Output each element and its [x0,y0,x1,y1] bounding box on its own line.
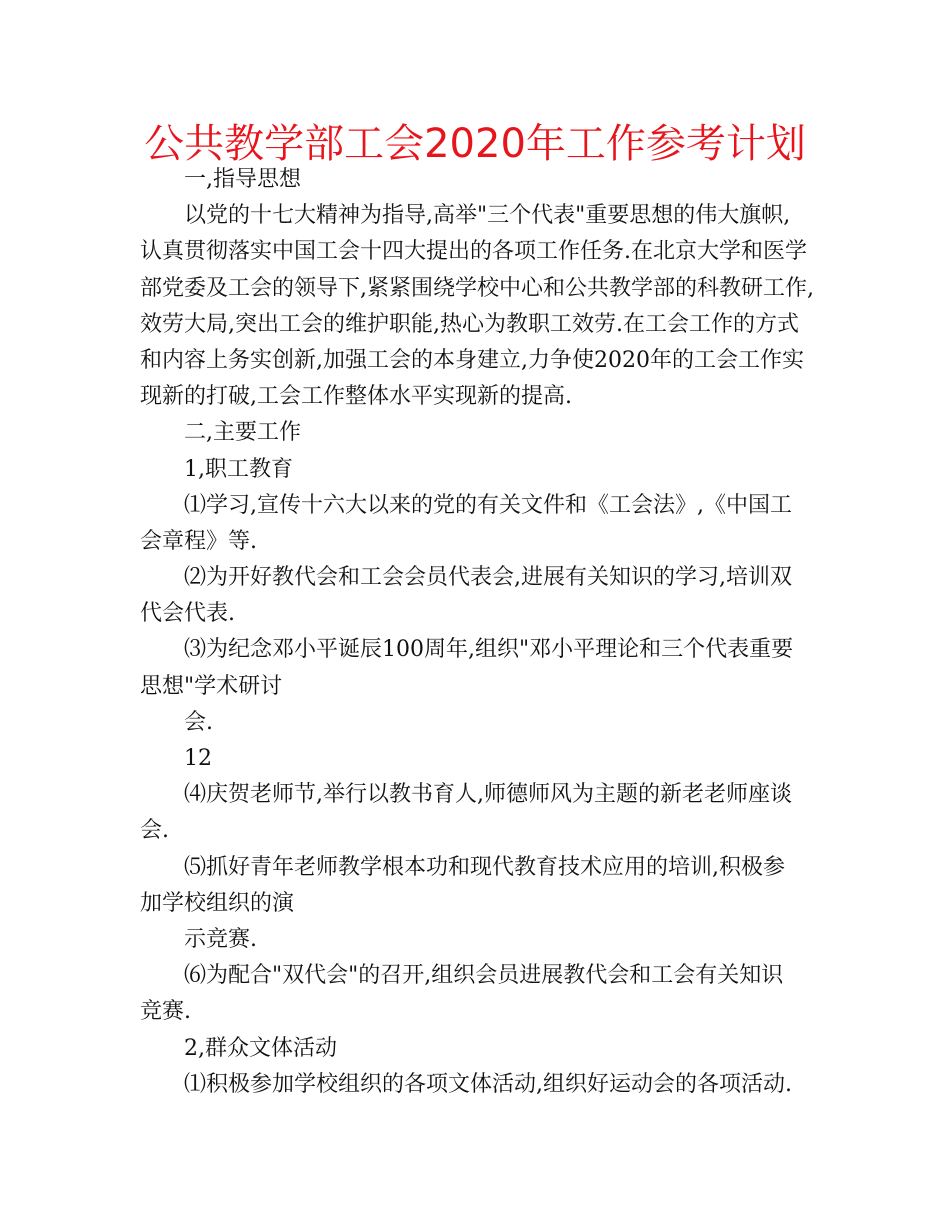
body-text-line: 1,职工教育 [184,456,293,482]
body-text-line: 认真贯彻落实中国工会十四大提出的各项工作任务.在北京大学和医学 [140,239,807,265]
body-text-line: 2,群众文体活动 [184,1035,337,1061]
body-text-line: 会章程》等. [140,528,257,554]
body-text-line: 会. [140,818,169,844]
body-text-line: ⑵为开好教代会和工会会员代表会,进展有关知识的学习,培训双 [184,565,792,591]
body-text-line: 示竞赛. [184,926,257,952]
body-text-line: 会. [184,709,213,735]
body-text-line: 部党委及工会的领导下,紧紧围绕学校中心和公共教学部的科教研工作, [140,275,814,301]
body-text-line: ⑶为纪念邓小平诞辰100周年,组织"邓小平理论和三个代表重要 [184,637,794,663]
body-text-line: ⑸抓好青年老师教学根本功和现代教育技术应用的培训,积极参 [184,854,785,880]
body-text-line: 竞赛. [140,999,191,1025]
body-text-line: 12 [184,746,212,771]
body-text-line: 思想"学术研讨 [140,673,283,699]
body-text-line: 效劳大局,突出工会的维护职能,热心为教职工效劳.在工会工作的方式 [140,311,799,337]
body-text-line: ⑹为配合"双代会"的召开,组织会员进展教代会和工会有关知识 [184,963,784,989]
document-body [140,162,820,1103]
body-text-line: ⑴积极参加学校组织的各项文体活动,组织好运动会的各项活动. [184,1071,792,1097]
body-text-line: 二,主要工作 [184,420,301,446]
body-text-line: 现新的打破,工会工作整体水平实现新的提高. [140,384,572,410]
body-text-line: 和内容上务实创新,加强工会的本身建立,力争使2020年的工会工作实 [140,347,804,373]
document-title: 公共教学部工会2020年工作参考计划 [144,121,806,167]
body-text-line: 一,指导思想 [184,167,301,192]
body-text-line: ⑷庆贺老师节,举行以教书育人,师德师风为主题的新老老师座谈 [184,782,792,808]
body-text-line: 代会代表. [140,601,235,627]
body-text-line: ⑴学习,宣传十六大以来的党的有关文件和《工会法》,《中国工 [184,492,792,518]
body-text-line: 加学校组织的演 [140,890,295,916]
body-text-line: 以党的十七大精神为指导,高举"三个代表"重要思想的伟大旗帜, [184,203,791,229]
